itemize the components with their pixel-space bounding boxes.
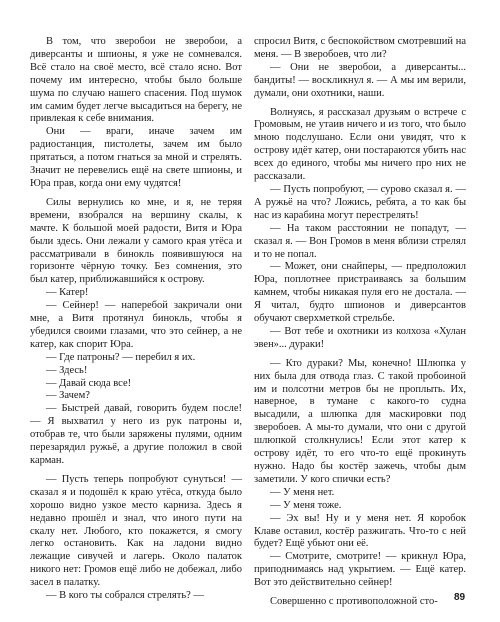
dialogue-line: — У меня тоже. [270,499,342,511]
left-text-column [30,36,242,603]
dialogue-line: — Кто дураки? Мы, конечно! Шлюпка у них была для отвода глаз. С такой пробоиной им и полсотни метров бы не проплыть. Их, наверное, в тумане с какого-то судна высадили, а шлюпка для маскировки под зверобоев. А мы-то думали, что они с другой шлюпкой столкнулись! Если этот катер к острову идёт, то его что-то ещё прокинуть нужно. Надо бы костёр зажечь, чтобы дым заметили. У кого спички есть? [254,357,466,485]
dialogue-line: — В кого ты собрался стрелять? — [46,590,204,602]
paragraph: В том, что зверобои не зверобои, а диверсанты и шпионы, я уже не сомневался. Всё стало на своё место, всё стало ясно. Вот почему им интересно, чтобы было больше шума по случаю нашего спасения. Под шумок им самим будет легче высадиться на берегу, не привлекая к себе внимания. [30,36,242,125]
dialogue-line: — Зачем? [46,390,90,402]
dialogue-line: — Пусть теперь попробуют сунуться! — сказал я и подошёл к краю утёса, откуда было хорошо видно узкое место карниза. Здесь я недавно прошёл и знал, что иного пути на скалу нет. Любого, кто покажется, я смогу легко остановить. Как на ладони видно лежащие сивучей и лагерь. Около палаток никого нет: Громов ещё либо не добежал, либо засел в палатку. [30,473,242,589]
paragraph: Они — враги, иначе зачем им радиостанция, пистолеты, зачем им было прятаться, а потом гнаться за мной и стрелять. Значит не перевелись ещё на свете шпионы, и Юра прав, когда они ему чудятся! [30,126,242,189]
paragraph-continuation: спросил Витя, с беспокойством смотревший на меня. — В зверобоев, что ли? [254,36,466,60]
dialogue-line: — Вот тебе и охотники из колхоза «Хулан эвен»... дураки! [254,325,466,350]
dialogue-line: — Эх вы! Ну и у меня нет. Я коробок Клаве оставил, костёр разжигать. Что-то с ней будет? Ещё убьют они её. [254,512,466,550]
dialogue-line: — Пусть попробуют, — сурово сказал я. — А ружьё на что? Ложись, ребята, а то как бы нас из карабина могут перестрелять! [254,183,466,221]
dialogue-line: — Сейнер! — наперебой закричали они мне, а Витя протянул бинокль, чтобы я убедился своими глазами, что это сейнер, а не катер, как спорит Юра. [30,300,242,350]
dialogue-line: — На таком расстоянии не попадут, — сказал я. — Вон Громов в меня вблизи стрелял и то не попал. [254,222,466,260]
dialogue-line: — Давай сюда все! [46,377,132,389]
dialogue-line: — Где патроны? — перебил я их. [46,351,196,363]
right-text-column [254,36,466,609]
dialogue-line: — Катер! [46,287,89,299]
paragraph: Силы вернулись ко мне, и я, не теряя времени, взобрался на вершину скалы, к мачте. К большой моей радости, Витя и Юра были здесь. Они лежали у самого края утёса и рассматривали в бинокль появившуюся на горизонте чёрную точку. Без сомнения, это был катер, приближавшийся к острову. [30,196,242,286]
dialogue-line: — Быстрей давай, говорить будем после! — Я выхватил у него из рук патроны и, отобрав те, что были заряжены пулями, одним перезарядил ружьё, а другие положил в свой карман. [30,403,242,466]
paragraph: Волнуясь, я рассказал друзьям о встрече с Громовым, не утаив ничего и из того, что было мною подслушано. Если они увидят, что к острову идёт катер, они постараются убить нас всех до единого, чтобы мы ничего про них не рассказали. [254,106,466,183]
dialogue-line: — У меня нет. [270,486,335,498]
dialogue-line: — Они не зверобои, а диверсанты... бандиты! — воскликнул я. — А мы им верили, думали, они охотники, наши. [254,61,466,99]
page-number: 89 [454,592,466,603]
dialogue-line: — Может, они снайперы, — предположил Юра, поплотнее пристраиваясь за большим камнем, чтобы никакая пуля его не достала. — Я читал, будто шпионов и диверсантов обучают сверхметкой стрельбе. [254,261,466,325]
dialogue-line: — Смотрите, смотрите! — крикнул Юра, приподнимаясь над укрытием. — Ещё катер. Вот это действительно сейнер! [254,551,466,589]
dialogue-line: — Здесь! [46,364,88,376]
paragraph: Совершенно с противоположной сто- [270,596,438,608]
